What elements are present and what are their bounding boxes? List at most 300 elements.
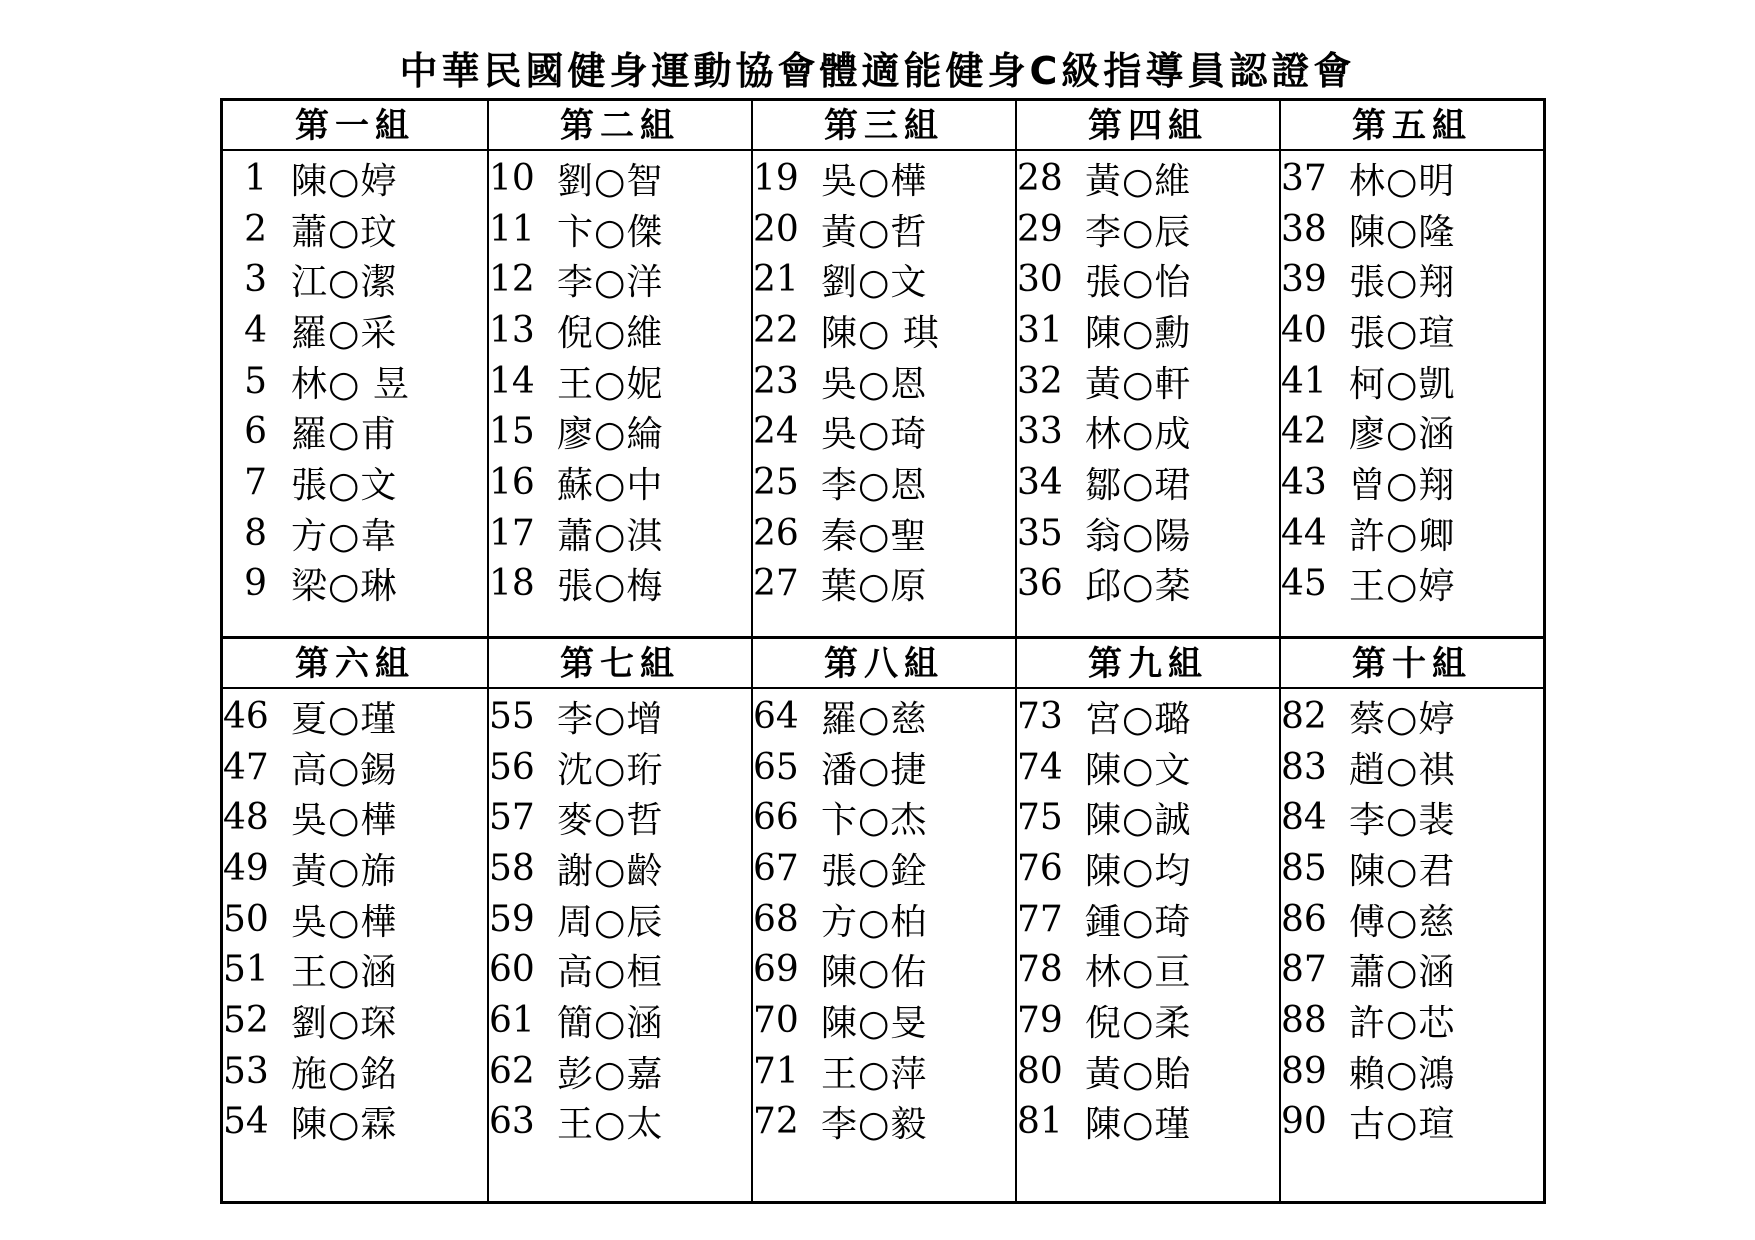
member-row — [223, 254, 487, 305]
member-name: 高○桓 — [557, 952, 664, 994]
member-number: 6 — [244, 411, 267, 453]
member-name: 吳○琦 — [821, 414, 928, 456]
member-number: 57 — [489, 797, 535, 839]
member-number: 62 — [489, 1050, 535, 1092]
member-number: 68 — [753, 898, 799, 940]
member-row — [1281, 1097, 1543, 1148]
group-member-list — [489, 689, 751, 1147]
group-header: 第五組 — [1281, 101, 1543, 151]
member-name: 麥○哲 — [557, 800, 664, 842]
member-row — [753, 559, 1015, 610]
member-name: 邱○棻 — [1085, 566, 1192, 608]
member-row — [223, 742, 487, 793]
member-row — [753, 792, 1015, 843]
member-name: 夏○瑾 — [291, 698, 398, 740]
member-row — [753, 508, 1015, 559]
member-number: 73 — [1017, 695, 1063, 737]
member-row — [1017, 305, 1279, 356]
member-row — [1281, 406, 1543, 457]
member-number: 72 — [753, 1101, 799, 1143]
member-name: 林○成 — [1085, 414, 1192, 456]
member-number: 40 — [1281, 309, 1327, 351]
member-number: 22 — [753, 309, 799, 351]
member-row — [1017, 457, 1279, 508]
member-number: 25 — [753, 461, 799, 503]
member-number: 18 — [489, 563, 535, 605]
member-name: 張○銓 — [821, 850, 928, 892]
member-name: 方○韋 — [291, 515, 398, 557]
member-name: 陳○隆 — [1349, 211, 1456, 253]
group-header: 第一組 — [223, 101, 487, 151]
member-number: 58 — [489, 847, 535, 889]
member-row — [489, 894, 751, 945]
member-number: 26 — [753, 512, 799, 554]
member-number: 21 — [753, 259, 799, 301]
member-name: 張○怡 — [1085, 262, 1192, 304]
member-row — [1017, 691, 1279, 742]
member-row — [1017, 1097, 1279, 1148]
group-column — [751, 639, 1015, 1201]
member-row — [489, 356, 751, 407]
member-name: 方○柏 — [821, 901, 928, 943]
member-name: 黃○哲 — [821, 211, 928, 253]
member-row — [223, 508, 487, 559]
member-row — [489, 457, 751, 508]
member-number: 33 — [1017, 411, 1063, 453]
member-row — [489, 1097, 751, 1148]
group-member-list — [223, 151, 487, 609]
member-number: 84 — [1281, 797, 1327, 839]
member-number: 67 — [753, 847, 799, 889]
member-name: 陳○旻 — [821, 1002, 928, 1044]
member-number: 46 — [223, 695, 269, 737]
member-name: 陳○勳 — [1085, 312, 1192, 354]
member-row — [1017, 559, 1279, 610]
member-name: 黃○軒 — [1085, 363, 1192, 405]
member-name: 王○涵 — [291, 952, 398, 994]
member-name: 陳○誠 — [1085, 800, 1192, 842]
member-name: 倪○柔 — [1085, 1002, 1192, 1044]
member-number: 49 — [223, 847, 269, 889]
member-number: 87 — [1281, 949, 1327, 991]
group-column — [751, 101, 1015, 636]
group-member-list — [753, 689, 1015, 1147]
member-name: 宮○璐 — [1085, 698, 1192, 740]
member-number: 77 — [1017, 898, 1063, 940]
member-number: 37 — [1281, 157, 1327, 199]
member-row — [753, 356, 1015, 407]
member-name: 柯○凱 — [1349, 363, 1456, 405]
member-name: 沈○珩 — [557, 749, 664, 791]
group-header: 第七組 — [489, 639, 751, 689]
member-number: 19 — [753, 157, 799, 199]
member-row — [753, 254, 1015, 305]
member-name: 吳○樺 — [291, 800, 398, 842]
member-name: 王○太 — [557, 1104, 664, 1146]
member-number: 32 — [1017, 360, 1063, 402]
group-column — [1279, 639, 1543, 1201]
member-row — [223, 995, 487, 1046]
member-name: 翁○陽 — [1085, 515, 1192, 557]
roster-band-top — [223, 101, 1543, 636]
member-number: 14 — [489, 360, 535, 402]
member-name: 李○恩 — [821, 464, 928, 506]
member-name: 古○瑄 — [1349, 1104, 1456, 1146]
member-row — [489, 742, 751, 793]
member-row — [1281, 995, 1543, 1046]
group-header: 第九組 — [1017, 639, 1279, 689]
group-column — [1015, 101, 1279, 636]
member-row — [489, 204, 751, 255]
member-row — [1017, 843, 1279, 894]
member-row — [489, 153, 751, 204]
member-number: 52 — [223, 999, 269, 1041]
member-row — [489, 792, 751, 843]
member-number: 17 — [489, 512, 535, 554]
member-row — [223, 406, 487, 457]
member-row — [1281, 691, 1543, 742]
member-name: 王○婷 — [1349, 566, 1456, 608]
member-row — [753, 1046, 1015, 1097]
group-member-list — [489, 151, 751, 609]
member-row — [1017, 356, 1279, 407]
member-number: 90 — [1281, 1101, 1327, 1143]
member-name: 吳○樺 — [821, 160, 928, 202]
member-name: 吳○恩 — [821, 363, 928, 405]
member-name: 陳○佑 — [821, 952, 928, 994]
member-name: 卞○杰 — [821, 800, 928, 842]
member-row — [489, 691, 751, 742]
member-row — [223, 944, 487, 995]
group-header: 第三組 — [753, 101, 1015, 151]
member-number: 51 — [223, 949, 269, 991]
member-row — [1017, 508, 1279, 559]
member-number: 56 — [489, 746, 535, 788]
member-row — [223, 457, 487, 508]
member-name: 陳○瑾 — [1085, 1104, 1192, 1146]
member-name: 潘○捷 — [821, 749, 928, 791]
member-number: 23 — [753, 360, 799, 402]
member-row — [223, 1046, 487, 1097]
member-name: 林○亘 — [1085, 952, 1192, 994]
member-number: 60 — [489, 949, 535, 991]
member-name: 施○銘 — [291, 1053, 398, 1095]
member-number: 74 — [1017, 746, 1063, 788]
member-number: 53 — [223, 1050, 269, 1092]
member-name: 倪○維 — [557, 312, 664, 354]
member-name: 陳○文 — [1085, 749, 1192, 791]
member-name: 簡○涵 — [557, 1002, 664, 1044]
member-row — [753, 1097, 1015, 1148]
member-name: 許○卿 — [1349, 515, 1456, 557]
member-number: 1 — [244, 157, 267, 199]
member-row — [1281, 508, 1543, 559]
member-number: 75 — [1017, 797, 1063, 839]
member-name: 蕭○淇 — [557, 515, 664, 557]
group-column — [223, 101, 487, 636]
member-row — [489, 559, 751, 610]
member-name: 劉○琛 — [291, 1002, 398, 1044]
member-row — [1017, 406, 1279, 457]
group-column — [223, 639, 487, 1201]
member-name: 陳○ 琪 — [821, 312, 940, 354]
member-number: 69 — [753, 949, 799, 991]
document-title: 中華民國健身運動協會體適能健身C級指導員認證會 — [399, 49, 1356, 93]
member-name: 鄒○珺 — [1085, 464, 1192, 506]
member-name: 蕭○涵 — [1349, 952, 1456, 994]
member-name: 黃○維 — [1085, 160, 1192, 202]
member-name: 林○ 昱 — [291, 363, 410, 405]
member-name: 周○辰 — [557, 901, 664, 943]
member-number: 55 — [489, 695, 535, 737]
member-row — [489, 406, 751, 457]
member-name: 葉○原 — [821, 566, 928, 608]
group-header: 第二組 — [489, 101, 751, 151]
member-row — [753, 995, 1015, 1046]
member-name: 高○錫 — [291, 749, 398, 791]
member-number: 83 — [1281, 746, 1327, 788]
member-name: 李○增 — [557, 698, 664, 740]
member-row — [1281, 843, 1543, 894]
member-name: 蕭○玟 — [291, 211, 398, 253]
member-number: 89 — [1281, 1050, 1327, 1092]
member-name: 劉○智 — [557, 160, 664, 202]
member-number: 88 — [1281, 999, 1327, 1041]
member-number: 36 — [1017, 563, 1063, 605]
member-number: 28 — [1017, 157, 1063, 199]
member-number: 66 — [753, 797, 799, 839]
member-row — [1281, 356, 1543, 407]
member-number: 24 — [753, 411, 799, 453]
member-name: 曾○翔 — [1349, 464, 1456, 506]
member-name: 黃○貽 — [1085, 1053, 1192, 1095]
member-row — [1017, 254, 1279, 305]
member-row — [753, 894, 1015, 945]
member-name: 鍾○琦 — [1085, 901, 1192, 943]
member-name: 黃○旆 — [291, 850, 398, 892]
member-name: 江○潔 — [291, 262, 398, 304]
member-number: 61 — [489, 999, 535, 1041]
member-row — [1281, 153, 1543, 204]
member-row — [1017, 944, 1279, 995]
group-header: 第六組 — [223, 639, 487, 689]
member-number: 3 — [244, 259, 267, 301]
member-number: 79 — [1017, 999, 1063, 1041]
member-row — [1281, 559, 1543, 610]
member-number: 85 — [1281, 847, 1327, 889]
member-row — [1281, 742, 1543, 793]
member-number: 27 — [753, 563, 799, 605]
group-column — [1279, 101, 1543, 636]
member-row — [223, 691, 487, 742]
member-row — [1017, 995, 1279, 1046]
member-name: 廖○綸 — [557, 414, 664, 456]
member-name: 陳○霖 — [291, 1104, 398, 1146]
group-column — [487, 101, 751, 636]
member-number: 35 — [1017, 512, 1063, 554]
member-number: 30 — [1017, 259, 1063, 301]
member-row — [753, 742, 1015, 793]
member-row — [1017, 1046, 1279, 1097]
member-row — [223, 843, 487, 894]
member-number: 5 — [244, 360, 267, 402]
member-name: 李○洋 — [557, 262, 664, 304]
member-name: 張○文 — [291, 464, 398, 506]
member-number: 86 — [1281, 898, 1327, 940]
member-row — [1017, 894, 1279, 945]
member-row — [1281, 1046, 1543, 1097]
member-number: 12 — [489, 259, 535, 301]
member-name: 王○妮 — [557, 363, 664, 405]
member-number: 15 — [489, 411, 535, 453]
member-name: 秦○聖 — [821, 515, 928, 557]
member-row — [223, 356, 487, 407]
group-column — [1015, 639, 1279, 1201]
member-number: 8 — [244, 512, 267, 554]
member-number: 59 — [489, 898, 535, 940]
member-number: 39 — [1281, 259, 1327, 301]
member-number: 38 — [1281, 208, 1327, 250]
member-row — [1281, 457, 1543, 508]
member-row — [1281, 204, 1543, 255]
member-number: 11 — [489, 208, 535, 250]
group-member-list — [1017, 689, 1279, 1147]
member-row — [223, 153, 487, 204]
member-name: 賴○鴻 — [1349, 1053, 1456, 1095]
member-row — [1281, 254, 1543, 305]
member-row — [1281, 944, 1543, 995]
member-number: 4 — [244, 309, 267, 351]
group-member-list — [1281, 151, 1543, 609]
member-name: 梁○琳 — [291, 566, 398, 608]
member-number: 63 — [489, 1101, 535, 1143]
member-row — [753, 305, 1015, 356]
group-member-list — [753, 151, 1015, 609]
member-name: 蘇○中 — [557, 464, 664, 506]
member-number: 81 — [1017, 1101, 1063, 1143]
member-number: 45 — [1281, 563, 1327, 605]
member-name: 卞○傑 — [557, 211, 664, 253]
member-number: 78 — [1017, 949, 1063, 991]
member-number: 50 — [223, 898, 269, 940]
member-row — [753, 204, 1015, 255]
member-number: 34 — [1017, 461, 1063, 503]
group-member-list — [1017, 151, 1279, 609]
member-name: 林○明 — [1349, 160, 1456, 202]
member-number: 64 — [753, 695, 799, 737]
member-number: 41 — [1281, 360, 1327, 402]
member-row — [489, 508, 751, 559]
member-name: 彭○嘉 — [557, 1053, 664, 1095]
member-row — [1017, 204, 1279, 255]
member-number: 71 — [753, 1050, 799, 1092]
member-row — [489, 1046, 751, 1097]
member-row — [753, 944, 1015, 995]
group-column — [487, 639, 751, 1201]
member-name: 李○毅 — [821, 1104, 928, 1146]
member-row — [489, 254, 751, 305]
member-row — [223, 204, 487, 255]
member-name: 羅○甫 — [291, 414, 398, 456]
member-row — [223, 1097, 487, 1148]
member-name: 陳○君 — [1349, 850, 1456, 892]
member-row — [223, 305, 487, 356]
member-number: 10 — [489, 157, 535, 199]
member-name: 羅○慈 — [821, 698, 928, 740]
member-row — [753, 153, 1015, 204]
member-number: 82 — [1281, 695, 1327, 737]
member-name: 劉○文 — [821, 262, 928, 304]
member-name: 吳○樺 — [291, 901, 398, 943]
member-number: 9 — [244, 563, 267, 605]
member-name: 王○萍 — [821, 1053, 928, 1095]
member-row — [1281, 894, 1543, 945]
member-row — [489, 305, 751, 356]
member-row — [489, 843, 751, 894]
member-row — [753, 843, 1015, 894]
member-number: 76 — [1017, 847, 1063, 889]
member-name: 陳○均 — [1085, 850, 1192, 892]
member-number: 20 — [753, 208, 799, 250]
member-row — [223, 894, 487, 945]
group-member-list — [1281, 689, 1543, 1147]
group-header: 第十組 — [1281, 639, 1543, 689]
member-row — [1017, 153, 1279, 204]
member-row — [223, 559, 487, 610]
member-number: 65 — [753, 746, 799, 788]
member-name: 謝○齡 — [557, 850, 664, 892]
member-name: 張○瑄 — [1349, 312, 1456, 354]
member-number: 16 — [489, 461, 535, 503]
member-name: 傅○慈 — [1349, 901, 1456, 943]
member-name: 蔡○婷 — [1349, 698, 1456, 740]
member-row — [1281, 305, 1543, 356]
member-name: 張○梅 — [557, 566, 664, 608]
member-name: 羅○采 — [291, 312, 398, 354]
member-row — [223, 792, 487, 843]
member-name: 趙○祺 — [1349, 749, 1456, 791]
member-number: 13 — [489, 309, 535, 351]
member-name: 廖○涵 — [1349, 414, 1456, 456]
roster-table — [220, 98, 1546, 1204]
member-row — [1017, 742, 1279, 793]
member-number: 70 — [753, 999, 799, 1041]
roster-band-bottom — [223, 636, 1543, 1201]
group-header: 第四組 — [1017, 101, 1279, 151]
group-header: 第八組 — [753, 639, 1015, 689]
member-row — [489, 995, 751, 1046]
member-row — [753, 691, 1015, 742]
member-number: 29 — [1017, 208, 1063, 250]
member-number: 48 — [223, 797, 269, 839]
member-number: 44 — [1281, 512, 1327, 554]
member-number: 54 — [223, 1101, 269, 1143]
member-number: 43 — [1281, 461, 1327, 503]
member-row — [753, 406, 1015, 457]
member-name: 陳○婷 — [291, 160, 398, 202]
member-number: 47 — [223, 746, 269, 788]
member-number: 7 — [244, 461, 267, 503]
member-number: 42 — [1281, 411, 1327, 453]
member-name: 張○翔 — [1349, 262, 1456, 304]
member-number: 31 — [1017, 309, 1063, 351]
member-row — [1281, 792, 1543, 843]
group-member-list — [223, 689, 487, 1147]
member-name: 許○芯 — [1349, 1002, 1456, 1044]
member-row — [489, 944, 751, 995]
member-name: 李○裴 — [1349, 800, 1456, 842]
member-number: 2 — [244, 208, 267, 250]
